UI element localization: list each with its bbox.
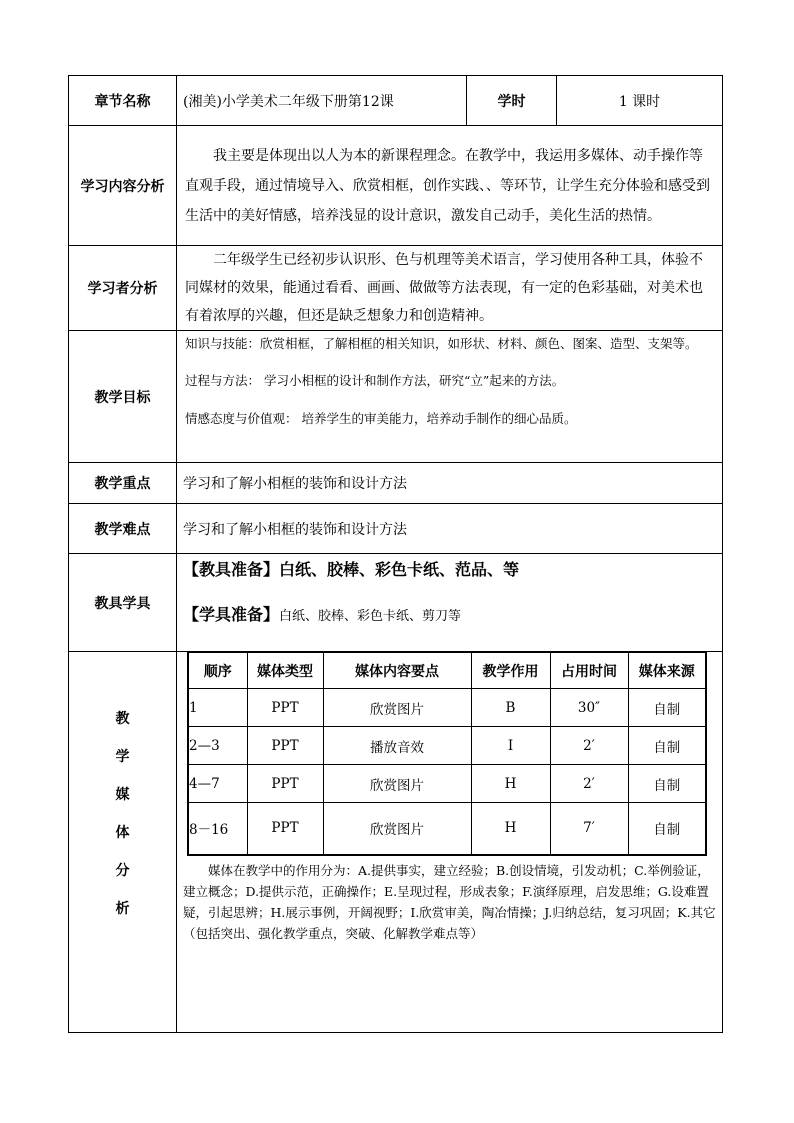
media-cell-content: 播放音效 [323, 727, 471, 765]
media-label [69, 652, 177, 1033]
media-cell-source: 自制 [628, 689, 706, 727]
media-cell-order: 8－16 [188, 803, 247, 855]
learner-analysis-text: 二年级学生已经初步认识形、色与机理等美术语言，学习使用各种工具，体验不同媒材的效果，能通过看看、画画、做做等方法表现，有一定的色彩基础，对美术也有着浓厚的兴趣，但还是缺乏想象力和创造精神。 [177, 246, 723, 331]
student-tools [183, 605, 716, 627]
content-analysis-text: 我主要是体现出以人为本的新课程理念。在教学中，我运用多媒体、动手操作等直观手段，通过情境导入、欣赏相框，创作实践、、等环节，让学生充分体验和感受到生活中的美好情感，培养浅显的设计意识，激发自己动手，美化生活的热情。 [177, 126, 723, 246]
hours-label: 学时 [467, 76, 557, 126]
media-cell-time: 2′ [550, 727, 628, 765]
media-header-cell: 教学作用 [471, 653, 550, 689]
media-header-cell: 占用时间 [550, 653, 628, 689]
difficulty-text: 学习和了解小相框的装饰和设计方法 [177, 504, 723, 554]
media-cell-source: 自制 [628, 727, 706, 765]
media-label-char: 学 [115, 749, 130, 765]
lesson-plan-table [68, 75, 723, 1033]
teacher-tools-text: 白纸、胶棒、彩色卡纸、范品、等 [279, 560, 520, 579]
media-header-cell: 媒体类型 [247, 653, 323, 689]
chapter-value: (湘美)小学美术二年级下册第12课 [177, 76, 467, 126]
media-cell-order: 1 [188, 689, 247, 727]
media-cell-role: I [471, 727, 550, 765]
media-table-row [188, 765, 706, 803]
media-cell-time: 7′ [550, 803, 628, 855]
tools-cell [177, 554, 723, 652]
objectives-label: 教学目标 [69, 331, 177, 463]
key-point-text: 学习和了解小相框的装饰和设计方法 [177, 463, 723, 504]
student-tools-text: 白纸、胶棒、彩色卡纸、剪刀等 [279, 609, 462, 624]
media-cell-order: 2—3 [188, 727, 247, 765]
media-label-char: 媒 [115, 787, 130, 803]
learner-analysis-row [69, 246, 723, 331]
media-table-row [188, 803, 706, 855]
media-header-cell: 媒体内容要点 [323, 653, 471, 689]
media-row [69, 652, 723, 1033]
learner-analysis-label: 学习者分析 [69, 246, 177, 331]
media-cell-type: PPT [247, 765, 323, 803]
media-cell [177, 652, 723, 1033]
media-cell-time: 2′ [550, 765, 628, 803]
media-cell-content: 欣赏图片 [323, 803, 471, 855]
media-header-cell: 媒体来源 [628, 653, 706, 689]
media-cell-role: H [471, 765, 550, 803]
media-table-row [188, 727, 706, 765]
media-label-char: 析 [115, 901, 130, 917]
key-point-row [69, 463, 723, 504]
media-label-char: 分 [115, 863, 130, 879]
objectives-cell [177, 331, 723, 463]
media-table [187, 652, 707, 856]
tools-row [69, 554, 723, 652]
objective-process: 过程与方法： 学习小相框的设计和制作方法，研究“立”起来的方法。 [185, 373, 565, 388]
content-analysis-label: 学习内容分析 [69, 126, 177, 246]
student-tools-prefix: 【学具准备】 [183, 605, 280, 624]
media-cell-type: PPT [247, 727, 323, 765]
media-cell-content: 欣赏图片 [323, 689, 471, 727]
tools-label: 教具学具 [69, 554, 177, 652]
media-cell-role: B [471, 689, 550, 727]
difficulty-label: 教学难点 [69, 504, 177, 554]
header-row [69, 76, 723, 126]
media-table-row [188, 689, 706, 727]
media-table-header [188, 653, 706, 689]
objective-knowledge: 知识与技能：欣赏相框，了解相框的相关知识，如形状、材料、颜色、图案、造型、支架等。 [185, 336, 698, 351]
media-cell-type: PPT [247, 803, 323, 855]
media-header-cell: 顺序 [188, 653, 247, 689]
media-cell-content: 欣赏图片 [323, 765, 471, 803]
media-label-char: 教 [115, 711, 130, 727]
media-cell-type: PPT [247, 689, 323, 727]
objective-emotion: 情感态度与价值观： 培养学生的审美能力，培养动手制作的细心品质。 [185, 411, 577, 426]
teacher-tools [183, 560, 716, 581]
media-label-char: 体 [115, 825, 130, 841]
key-point-label: 教学重点 [69, 463, 177, 504]
media-cell-source: 自制 [628, 765, 706, 803]
content-analysis-row [69, 126, 723, 246]
media-cell-role: H [471, 803, 550, 855]
objectives-row [69, 331, 723, 463]
media-cell-time: 30″ [550, 689, 628, 727]
media-cell-order: 4—7 [188, 765, 247, 803]
chapter-label: 章节名称 [69, 76, 177, 126]
lesson-plan-page [68, 75, 722, 1035]
hours-value: 1 课时 [557, 76, 723, 126]
media-role-note: 媒体在教学中的作用分为：A.提供事实，建立经验；B.创设情境，引发动机；C.举例验证，建立概念；D.提供示范，正确操作；E.呈现过程，形成表象；F.演绎原理，启发思维；G.设难置疑，引起思辨；H.展示事例，开阔视野；I.欣赏审美，陶冶情操；J.归纳总结，复习巩固；K.其它（包括突出、强化教学重点，突破、化解教学难点等） [183, 862, 716, 941]
media-cell-source: 自制 [628, 803, 706, 855]
teacher-tools-prefix: 【教具准备】 [183, 560, 280, 579]
difficulty-row [69, 504, 723, 554]
